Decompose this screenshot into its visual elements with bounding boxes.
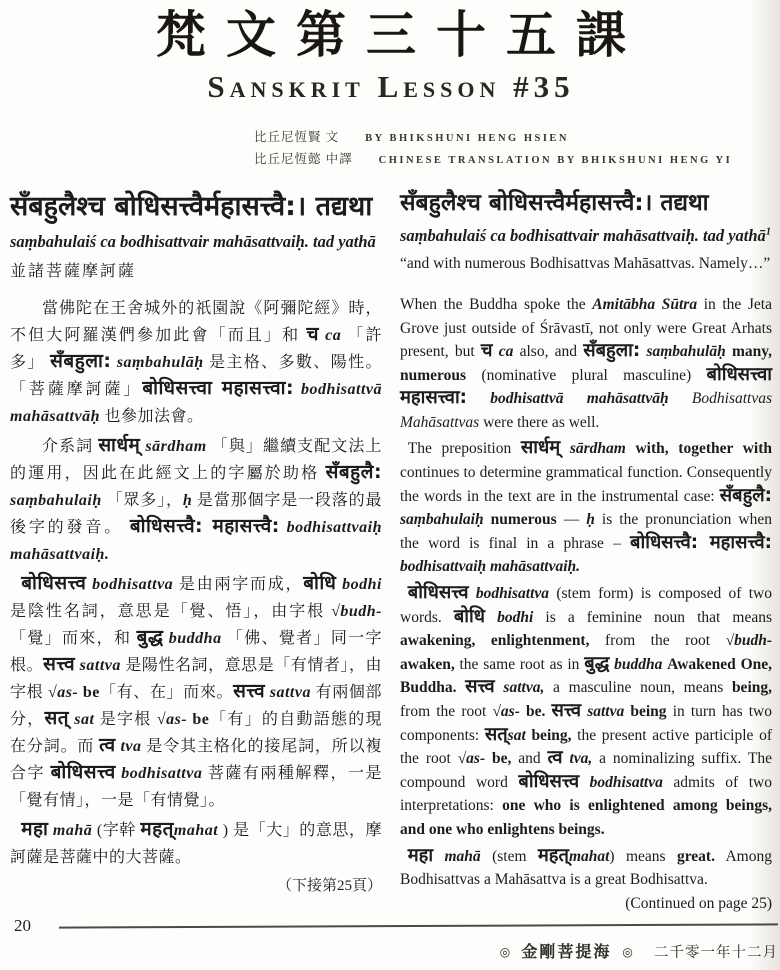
transliteration-text: saṃbahulaiś ca bodhisattvair mahāsattvaiḥ. tad yathā xyxy=(400,225,766,245)
byline-translator-english: CHINESE TRANSLATION BY BHIKSHUNI HENG YI xyxy=(378,155,733,166)
byline-author-chinese: 比丘尼恆賢 文 xyxy=(254,130,340,144)
english-paragraph-3: बोधिसत्त्व bodhisattva (stem form) is composed of two words. बोधि bodhi is a feminine noun that means awakening, enlightenment, from the root √budh- awaken, the same root as in बुद्ध buddha Awakened One, Buddha. सत्त्व sattva, a masculine noun, means being, from the root √as- be. सत्त्व sattva being in turn has two components: सत्sat being, the present active participle of the root √as- be, and त्व tva, a nominalizing suffix. The compound word बोधिसत्त्व bodhisattva admits of two interpretations: one who is enlightened among beings, and one who enlightens beings. xyxy=(400,582,773,838)
byline-translator-chinese: 比丘尼恆懿 中譯 xyxy=(254,152,353,166)
page-title-english: Sanskrit Lesson #35 xyxy=(207,69,575,104)
english-paragraph-2: The preposition सार्धम् sārdham with, together with continues to determine grammatical function. Consequently the words in the text are in the instrumental case: सँबहुलै: saṃbahulaiḥ numerous — ḥ is the pronunciation when the word is final in a phrase – बोधिसत्त्वै: महासत्त्वै: bodhisattvaiḥ mahāsattvaiḥ. xyxy=(400,437,773,576)
english-paragraph-1: When the Buddha spoke the Amitābha Sūtra in the Jeta Grove just outside of Śrāvastī, not only were Great Arhats present, but च ca also, and सँबहुला: saṃbahulāḥ many, numerous (nominative plural masculine) बोधिसत्त्वा महासत्त्वा: bodhisattvā mahāsattvāḥ Bodhisattvas Mahāsattvas were there as well. xyxy=(400,295,773,431)
continued-note-english: (Continued on page 25) xyxy=(625,894,772,912)
continued-note-chinese: （下接第25頁） xyxy=(276,878,382,895)
footer-rule xyxy=(59,923,778,928)
byline-translator-row xyxy=(254,149,732,167)
chinese-paragraph-4: महा mahā (字幹 महत्mahat ) 是「大」的意思，摩訶薩是菩薩中的大菩薩。 xyxy=(10,818,382,867)
page-footer xyxy=(0,916,780,962)
sutra-quote-transliteration-right xyxy=(400,224,772,248)
page-title-chinese: 梵文第三十五課 xyxy=(156,7,646,63)
page-number: 20 xyxy=(14,916,31,935)
footer-rule-row xyxy=(14,916,778,936)
chinese-column xyxy=(10,189,382,913)
sutra-quote-english-translation: “and with numerous Bodhisattvas Mahāsattvas. Namely…” xyxy=(400,254,771,272)
journal-title: 金剛菩提海 xyxy=(521,942,612,961)
byline-author-english: BY BHIKSHUNI HENG HSIEN xyxy=(365,133,569,144)
issue-date: 二千零一年十二月 xyxy=(654,945,778,961)
english-paragraph-4: महा mahā (stem महत्mahat) means great. Among Bodhisattvas a Mahāsattva is a great Bodhisattva. xyxy=(400,844,772,889)
sutra-quote-devanagari-left: सँबहुलैश्च बोधिसत्त्वैर्महासत्त्वै:। तद्यथा xyxy=(10,191,373,222)
two-column-body xyxy=(10,189,772,913)
footnote-marker: 1 xyxy=(765,226,771,238)
sutra-quote-transliteration-left: saṃbahulaiś ca bodhisattvair mahāsattvaiḥ. tad yathā xyxy=(10,232,376,252)
ornament-icon: ◎ xyxy=(622,945,633,959)
chinese-paragraph-3: बोधिसत्त्व bodhisattva 是由兩字而成，बोधि bodhi 是陰性名詞，意思是「覺、悟」，由字根 √budh- 「覺」而來，和 बुद्ध buddha 「佛、覺者」同一字根。सत्त्व sattva 是陽性名詞，意思是「有情者」，由字根 √as- be「有、在」而來。सत्त्व sattva 有兩個部分，सत् sat 是字根 √as- be「有」的自動語態的現在分詞。而 त्व tva 是令其主格化的接尾詞，所以複合字 बोधिसत्त्व bodhisattva 菩薩有兩種解釋，一是「覺有情」，一是「有情覺」。 xyxy=(10,572,382,810)
chinese-paragraph-2: 介系詞 सार्धम् sārdham 「與」繼續支配文法上的運用，因此在此經文上的字屬於助格 सँबहुलै: saṃbahulaiḥ 「眾多」，ḥ 是當那個字是一段落的最後字的發音。 बोधिसत्त्वै: महासत्त्वै: bodhisattvaiḥ mahāsattvaiḥ. xyxy=(10,434,382,564)
byline xyxy=(254,127,732,167)
english-column xyxy=(400,189,772,913)
sutra-quote-devanagari-right: सँबहुलैश्च बोधिसत्त्वैर्महासत्त्वै:। तद्यथा xyxy=(400,190,709,216)
sutra-quote-chinese-translation: 並諸菩薩摩訶薩 xyxy=(10,263,137,281)
journal-info xyxy=(14,939,778,962)
chinese-paragraph-1: 當佛陀在王舍城外的祇園說《阿彌陀經》時，不但大阿羅漢們參加此會「而且」和 च ca 「許多」 सँबहुला: saṃbahulāḥ 是主格、多數、陽性。「菩薩摩訶薩」बोधिसत्त्वा महासत्त्वा: bodhisattvā mahāsattvāḥ 也參加法會。 xyxy=(10,300,383,426)
ornament-icon: ◎ xyxy=(499,945,511,959)
byline-author-row xyxy=(254,127,732,145)
page-header xyxy=(10,8,772,167)
